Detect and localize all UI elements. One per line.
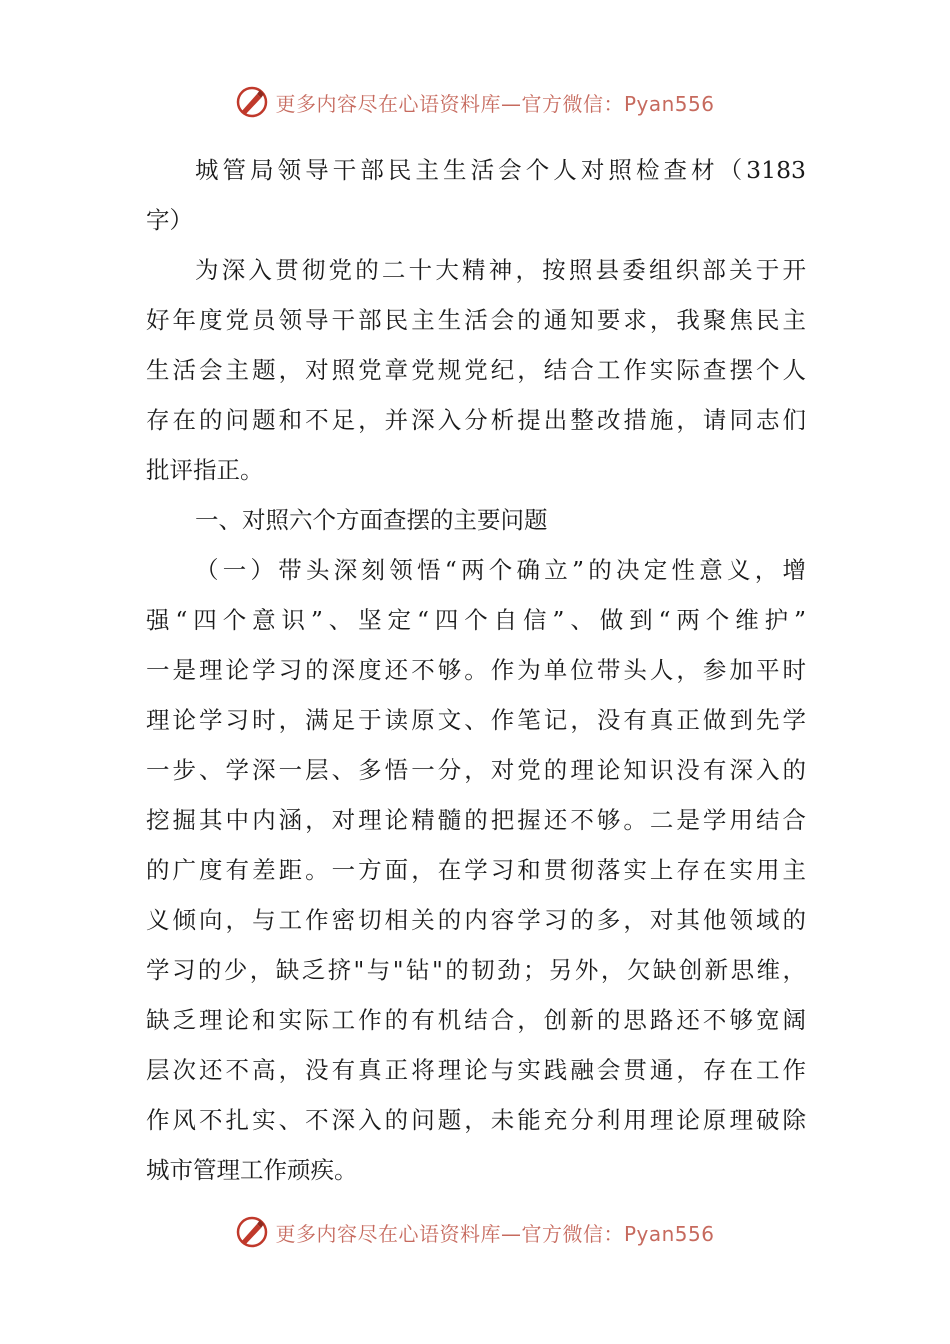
paragraph-line: 义倾向，与工作密切相关的内容学习的多，对其他领域的 <box>146 906 806 934</box>
subsection-heading-line: （一）带头深刻领悟“两个确立”的决定性意义，增 <box>195 556 806 584</box>
paragraph-line: 生活会主题，对照党章党规党纪，结合工作实际查摆个人 <box>146 356 806 384</box>
pen-circle-logo-icon <box>235 85 269 119</box>
paragraph-line: 一是理论学习的深度还不够。作为单位带头人，参加平时 <box>146 656 806 684</box>
footer-watermark <box>0 1212 950 1252</box>
document-body <box>146 145 806 1195</box>
subsection-heading-line: 强“四个意识”、坚定“四个自信”、做到“两个维护” <box>146 606 806 634</box>
paragraph-line: 存在的问题和不足，并深入分析提出整改措施，请同志们 <box>146 406 806 434</box>
watermark-text: 更多内容尽在心语资料库—官方微信：Pyan556 <box>275 1221 715 1246</box>
paragraph-line: 挖掘其中内涵，对理论精髓的把握还不够。二是学用结合 <box>146 806 806 834</box>
watermark-text: 更多内容尽在心语资料库—官方微信：Pyan556 <box>275 91 715 116</box>
paragraph-line: 缺乏理论和实际工作的有机结合，创新的思路还不够宽阔 <box>146 1006 806 1034</box>
paragraph-line: 城市管理工作顽疾。 <box>146 1156 358 1184</box>
paragraph-line: 批评指正。 <box>146 456 264 484</box>
paragraph-line: 好年度党员领导干部民主生活会的通知要求，我聚焦民主 <box>146 306 806 334</box>
paragraph-line: 作风不扎实、不深入的问题，未能充分利用理论原理破除 <box>146 1106 806 1134</box>
document-title-line: 字） <box>146 206 193 234</box>
header-watermark <box>0 82 950 122</box>
paragraph-line: 学习的少，缺乏挤"与"钻"的韧劲；另外，欠缺创新思维， <box>146 956 806 984</box>
document-title-line: 城管局领导干部民主生活会个人对照检查材（3183 <box>195 156 806 184</box>
paragraph-line: 的广度有差距。一方面，在学习和贯彻落实上存在实用主 <box>146 856 806 884</box>
paragraph-line: 层次还不高，没有真正将理论与实践融会贯通，存在工作 <box>146 1056 806 1084</box>
paragraph-line: 一步、学深一层、多悟一分，对党的理论知识没有深入的 <box>146 756 806 784</box>
paragraph-line: 为深入贯彻党的二十大精神，按照县委组织部关于开 <box>195 256 806 284</box>
pen-circle-logo-icon <box>235 1215 269 1249</box>
paragraph-line: 理论学习时，满足于读原文、作笔记，没有真正做到先学 <box>146 706 806 734</box>
section-heading: 一、对照六个方面查摆的主要问题 <box>195 506 548 534</box>
